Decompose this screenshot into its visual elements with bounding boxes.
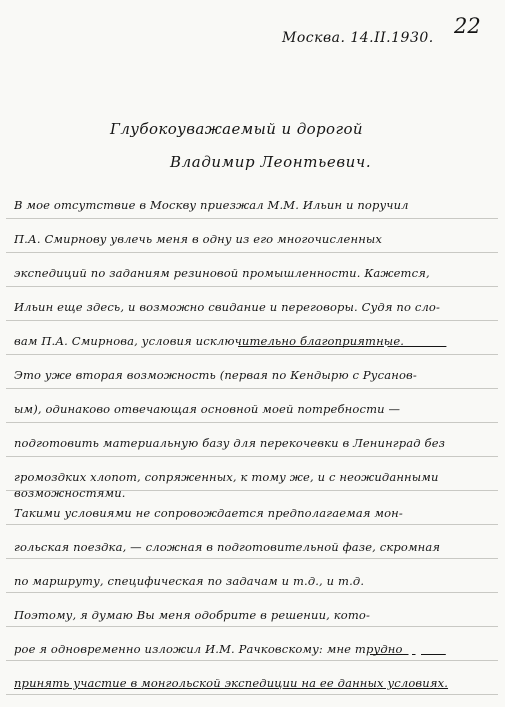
ruled-line	[6, 456, 498, 457]
underlined-phrase	[14, 676, 448, 690]
addressee-name: Владимир Леонтьевич.	[170, 153, 372, 171]
ruled-line	[6, 354, 498, 355]
place-date: Москва. 14.II.1930.	[282, 30, 434, 46]
letter-line: Это уже вторая возможность (первая по Кендырю с Русанов-	[14, 368, 417, 382]
underline-marker	[370, 642, 490, 656]
underlined-phrase	[370, 642, 446, 656]
underline-marker	[238, 334, 448, 348]
ruled-line	[6, 626, 498, 627]
salutation: Глубокоуважаемый и дорогой	[110, 120, 363, 138]
letter-line: П.А. Смирнову увлечь меня в одну из его многочисленных	[14, 232, 383, 246]
letter-line: гольская поездка, — сложная в подготовительной фазе, скромная	[14, 540, 441, 554]
ruled-line	[6, 388, 498, 389]
letter-line: Ильин еще здесь, и возможно свидание и переговоры. Судя по сло-	[14, 300, 441, 314]
letter-line: подготовить материальную базу для перекочевки в Ленинград без	[14, 436, 446, 450]
letter-line: ым), одинаково отвечающая основной моей потребности —	[14, 402, 401, 416]
ruled-line	[6, 320, 498, 321]
letter-line: Поэтому, я думаю Вы меня одобрите в решении, кото-	[14, 608, 371, 622]
letter-line-text: вам П.А. Смирнова, условия исключительно благоприятные.	[14, 334, 405, 348]
letter-line: рое я одновременно изложил И.М. Рачковскому: мне трудно	[14, 642, 403, 656]
letter-line: Такими условиями не сопровождается предполагаемая мон-	[14, 506, 403, 520]
ruled-line	[6, 592, 498, 593]
letter-line: принять участие в монгольской экспедиции на ее данных условиях.	[14, 676, 449, 690]
ruled-line	[6, 694, 498, 695]
underlined-phrase	[238, 334, 446, 348]
letter-line: громоздких хлопот, сопряженных, к тому же, и с неожиданными	[14, 470, 439, 484]
ruled-line	[6, 558, 498, 559]
ruled-line	[6, 524, 498, 525]
letter-line: возможностями.	[14, 486, 126, 500]
letter-line: экспедиций по заданиям резиновой промышленности. Кажется,	[14, 266, 430, 280]
letter-line: по маршруту, специфическая по задачам и т.д., и т.д.	[14, 574, 365, 588]
ruled-line	[6, 252, 498, 253]
page-number: 22	[454, 14, 481, 38]
letter-line: В мое отсутствие в Москву приезжал М.М. Ильин и поручил	[14, 198, 409, 212]
ruled-line	[6, 660, 498, 661]
ruled-line	[6, 286, 498, 287]
ruled-line	[6, 422, 498, 423]
ruled-line	[6, 218, 498, 219]
underline-marker	[14, 676, 498, 690]
